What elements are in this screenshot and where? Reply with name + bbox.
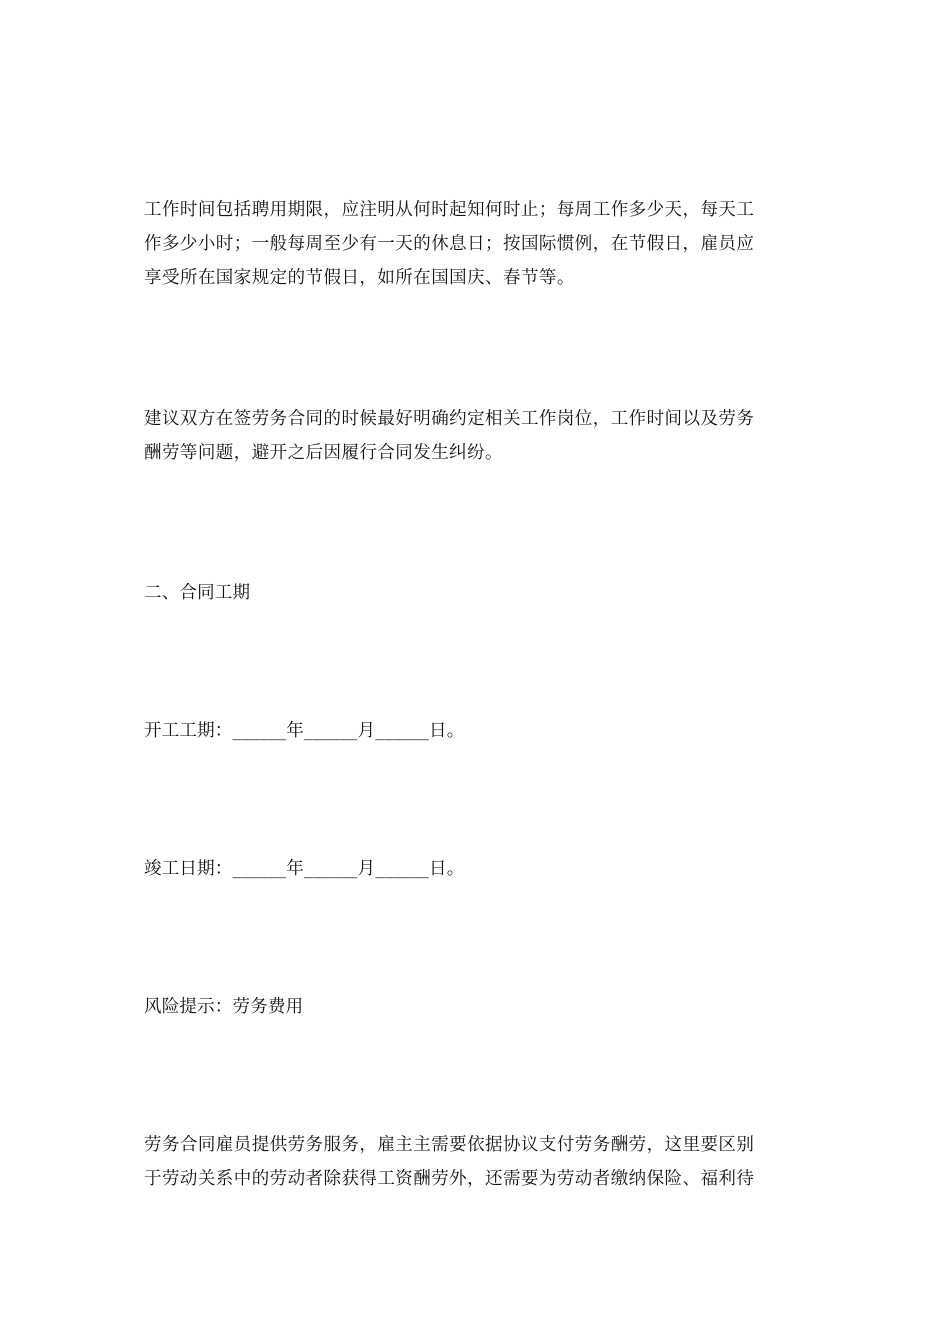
paragraph-advice bbox=[144, 402, 800, 470]
text-line: 作多少小时；一般每周至少有一天的休息日；按国际惯例，在节假日，雇员应 bbox=[144, 234, 755, 254]
risk-heading-text: 风险提示：劳务费用 bbox=[144, 997, 304, 1017]
end-date-text: 竣工日期：______年______月______日。 bbox=[144, 859, 465, 879]
text-line: 工作时间包括聘用期限，应注明从何时起知何时止；每周工作多少天，每天工 bbox=[144, 200, 755, 220]
paragraph-work-time bbox=[144, 193, 800, 295]
paragraph-fees bbox=[144, 1128, 800, 1196]
section-heading bbox=[144, 576, 800, 610]
text-line: 酬劳等问题，避开之后因履行合同发生纠纷。 bbox=[144, 443, 503, 463]
text-line: 享受所在国家规定的节假日，如所在国国庆、春节等。 bbox=[144, 268, 575, 288]
text-line: 建议双方在签劳务合同的时候最好明确约定相关工作岗位，工作时间以及劳务 bbox=[144, 409, 755, 429]
end-date-line bbox=[144, 852, 800, 886]
text-line: 劳务合同雇员提供劳务服务，雇主主需要依据协议支付劳务酬劳，这里要区别 bbox=[144, 1135, 755, 1155]
heading-text: 二、合同工期 bbox=[144, 583, 251, 603]
start-date-line bbox=[144, 714, 800, 748]
risk-heading bbox=[144, 990, 800, 1024]
text-line: 于劳动关系中的劳动者除获得工资酬劳外，还需要为劳动者缴纳保险、福利待 bbox=[144, 1169, 755, 1189]
start-date-text: 开工工期：______年______月______日。 bbox=[144, 721, 465, 741]
